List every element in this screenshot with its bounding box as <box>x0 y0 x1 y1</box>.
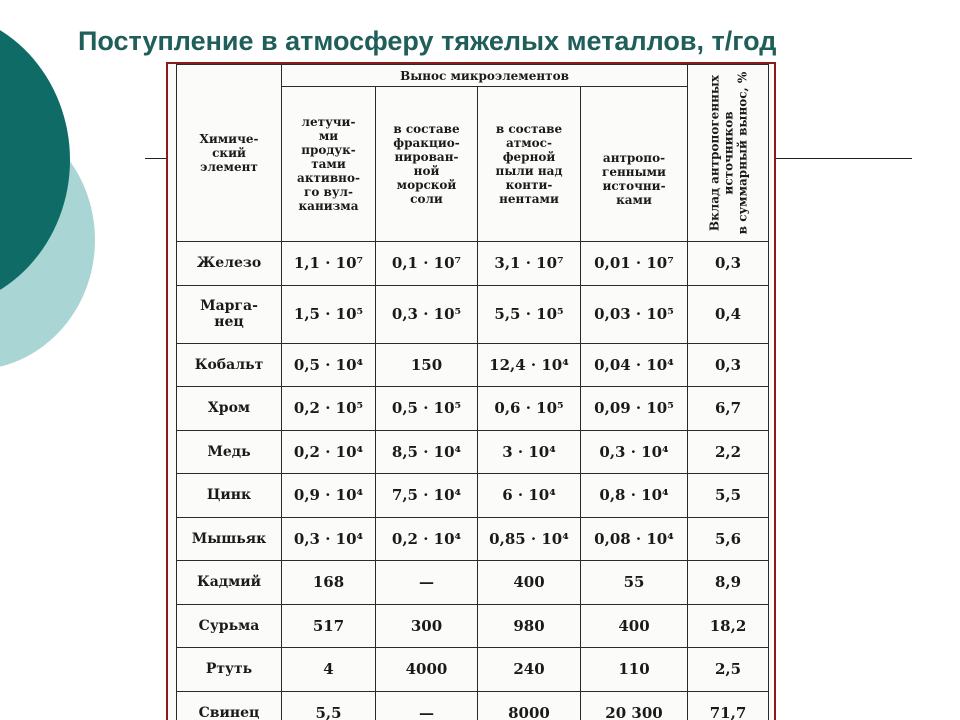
table-row <box>177 517 769 561</box>
cell-contribution: 71,7 <box>688 691 769 720</box>
cell-dust: 3 · 10⁴ <box>478 430 581 474</box>
cell-element: Мышьяк <box>177 517 282 561</box>
cell-dust: 5,5 · 10⁵ <box>478 285 581 343</box>
title-rule-right <box>768 158 912 159</box>
header-dust: в составе атмос- ферной пыли над конти- нентами <box>478 87 581 242</box>
cell-anthropogenic: 400 <box>581 604 688 648</box>
cell-anthropogenic: 0,09 · 10⁵ <box>581 387 688 431</box>
cell-anthropogenic: 0,03 · 10⁵ <box>581 285 688 343</box>
cell-element: Свинец <box>177 691 282 720</box>
cell-dust: 0,85 · 10⁴ <box>478 517 581 561</box>
cell-contribution: 5,6 <box>688 517 769 561</box>
slide-title: Поступление в атмосферу тяжелых металлов, т/год <box>78 26 777 56</box>
cell-anthropogenic: 110 <box>581 648 688 692</box>
table-row <box>177 648 769 692</box>
header-volcanic: летучи- ми продук- тами активно- го вул- канизма <box>282 87 376 242</box>
table-row <box>177 242 769 286</box>
cell-dust: 980 <box>478 604 581 648</box>
cell-volcanic: 1,1 · 10⁷ <box>282 242 376 286</box>
cell-sea-salt: 7,5 · 10⁴ <box>376 474 478 518</box>
cell-element: Марга- нец <box>177 285 282 343</box>
table-row <box>177 430 769 474</box>
cell-element: Цинк <box>177 474 282 518</box>
header-element: Химиче- ский элемент <box>177 65 282 242</box>
cell-volcanic: 4 <box>282 648 376 692</box>
cell-anthropogenic: 0,8 · 10⁴ <box>581 474 688 518</box>
cell-sea-salt: 0,1 · 10⁷ <box>376 242 478 286</box>
cell-element: Кадмий <box>177 561 282 605</box>
cell-contribution: 0,3 <box>688 242 769 286</box>
table-row <box>177 343 769 387</box>
cell-dust: 12,4 · 10⁴ <box>478 343 581 387</box>
cell-dust: 3,1 · 10⁷ <box>478 242 581 286</box>
cell-anthropogenic: 20 300 <box>581 691 688 720</box>
table-row <box>177 691 769 720</box>
header-contribution: Вклад антропогенных источников в суммарный вынос, % <box>688 65 769 242</box>
cell-contribution: 0,3 <box>688 343 769 387</box>
cell-element: Железо <box>177 242 282 286</box>
cell-contribution: 6,7 <box>688 387 769 431</box>
header-group: Вынос микроэлементов <box>282 65 688 87</box>
table-body <box>177 242 769 720</box>
cell-volcanic: 0,2 · 10⁵ <box>282 387 376 431</box>
cell-volcanic: 0,9 · 10⁴ <box>282 474 376 518</box>
cell-element: Ртуть <box>177 648 282 692</box>
cell-sea-salt: — <box>376 691 478 720</box>
heavy-metals-table <box>176 64 769 720</box>
table-row <box>177 474 769 518</box>
cell-contribution: 18,2 <box>688 604 769 648</box>
cell-contribution: 0,4 <box>688 285 769 343</box>
cell-element: Хром <box>177 387 282 431</box>
table-row <box>177 285 769 343</box>
header-anthropogenic: антропо- генными источни- ками <box>581 87 688 242</box>
cell-sea-salt: 0,3 · 10⁵ <box>376 285 478 343</box>
cell-dust: 8000 <box>478 691 581 720</box>
cell-volcanic: 0,2 · 10⁴ <box>282 430 376 474</box>
cell-dust: 240 <box>478 648 581 692</box>
table-row <box>177 387 769 431</box>
cell-sea-salt: 150 <box>376 343 478 387</box>
cell-volcanic: 0,3 · 10⁴ <box>282 517 376 561</box>
cell-sea-salt: 4000 <box>376 648 478 692</box>
cell-sea-salt: 8,5 · 10⁴ <box>376 430 478 474</box>
cell-element: Медь <box>177 430 282 474</box>
cell-anthropogenic: 55 <box>581 561 688 605</box>
cell-volcanic: 168 <box>282 561 376 605</box>
cell-sea-salt: 300 <box>376 604 478 648</box>
cell-volcanic: 517 <box>282 604 376 648</box>
cell-anthropogenic: 0,08 · 10⁴ <box>581 517 688 561</box>
cell-contribution: 8,9 <box>688 561 769 605</box>
table-row <box>177 561 769 605</box>
cell-dust: 400 <box>478 561 581 605</box>
cell-element: Кобальт <box>177 343 282 387</box>
cell-contribution: 5,5 <box>688 474 769 518</box>
cell-volcanic: 1,5 · 10⁵ <box>282 285 376 343</box>
cell-volcanic: 5,5 <box>282 691 376 720</box>
cell-sea-salt: — <box>376 561 478 605</box>
header-sea-salt: в составе фракцио- нирован- ной морской соли <box>376 87 478 242</box>
table-row <box>177 604 769 648</box>
cell-anthropogenic: 0,04 · 10⁴ <box>581 343 688 387</box>
cell-sea-salt: 0,5 · 10⁵ <box>376 387 478 431</box>
cell-anthropogenic: 0,01 · 10⁷ <box>581 242 688 286</box>
cell-dust: 0,6 · 10⁵ <box>478 387 581 431</box>
cell-contribution: 2,2 <box>688 430 769 474</box>
cell-contribution: 2,5 <box>688 648 769 692</box>
cell-dust: 6 · 10⁴ <box>478 474 581 518</box>
cell-volcanic: 0,5 · 10⁴ <box>282 343 376 387</box>
cell-sea-salt: 0,2 · 10⁴ <box>376 517 478 561</box>
cell-anthropogenic: 0,3 · 10⁴ <box>581 430 688 474</box>
cell-element: Сурьма <box>177 604 282 648</box>
